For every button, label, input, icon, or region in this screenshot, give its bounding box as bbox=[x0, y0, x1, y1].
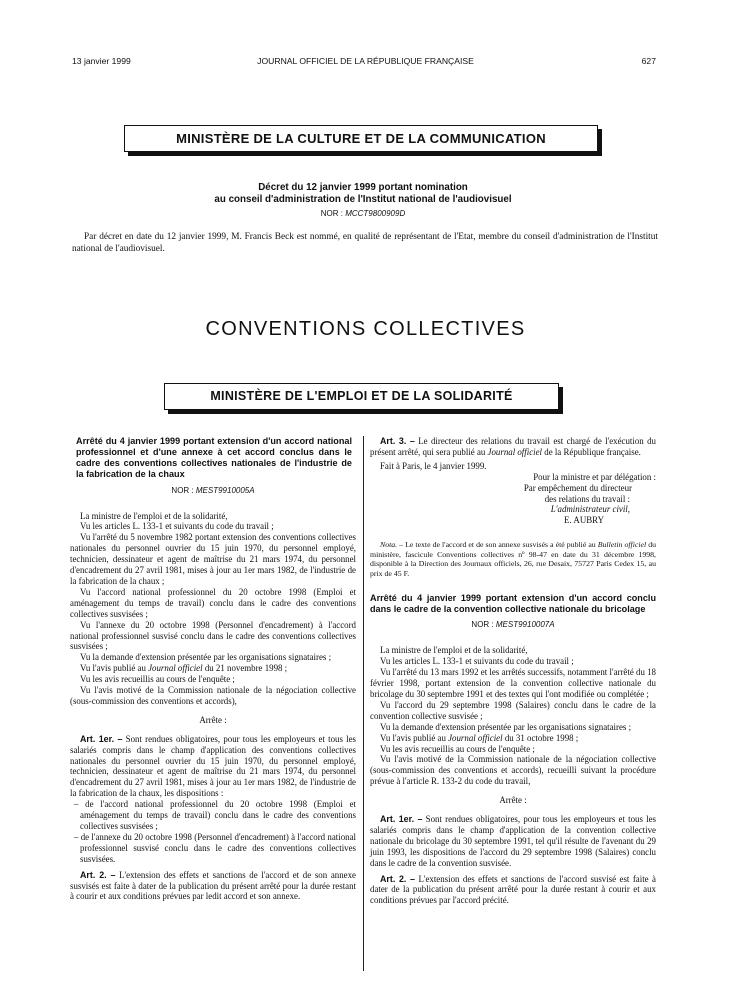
article-text: Le directeur des relations du travail est chargé de l'exécution du présent arrêté, qui sera publié au bbox=[370, 436, 656, 457]
article-label: Art. 1er. – bbox=[380, 814, 423, 825]
left-column bbox=[70, 436, 356, 902]
note-text: du ministère, fascicule Conventions collectives nº 98-47 en date du 31 décembre 1998, disponible à la Direction des Journaux officiels, 26, rue Desaix, 75727 Paris Cedex 15, au prix de 45 F. bbox=[370, 540, 656, 579]
text-run: du 21 novembre 1998 ; bbox=[202, 663, 288, 674]
journal-officiel-reference: Journal officiel bbox=[487, 446, 543, 457]
arrete-title: Arrêté du 4 janvier 1999 portant extension d'un accord national professionnel et d'une annexe à cet accord conclus dans le cadre des conventions collectives nationales de l'industrie de la fabrication de la chaux bbox=[76, 436, 352, 479]
paragraph: Vu la demande d'extension présentée par les organisations signataires ; bbox=[380, 721, 632, 732]
article-label: Art. 2. – bbox=[80, 869, 116, 880]
article-text: Sont rendues obligatoires, pour tous les employeurs et tous les salariés compris dans le champ d'application des conventions collectives nationales du personnel ouvrier du 15 juin 1970, du personnel employé, technicien, dessinateur et agent de maîtrise du 21 mars 1974, du personnel d'encadrement du 27 avril 1981, mises à jour au 1er mars 1982, de l'industrie de la fabrication de la chaux, les dispositions : bbox=[70, 733, 356, 799]
nor-prefix: NOR : bbox=[320, 209, 346, 218]
article-1 bbox=[70, 734, 356, 799]
nota-note bbox=[370, 540, 656, 578]
journal-officiel-reference: Journal officiel bbox=[148, 663, 203, 674]
article-label: Art. 1er. – bbox=[80, 733, 123, 744]
decree-title bbox=[150, 182, 576, 206]
signature-line: des relations du travail : bbox=[544, 493, 630, 504]
text-run: du 31 octobre 1998 ; bbox=[502, 732, 579, 743]
text-run: Vu l'avis publié au bbox=[80, 663, 149, 674]
decree-title-line2: au conseil d'administration de l'Institut national de l'audiovisuel bbox=[214, 194, 512, 205]
arrete-title: Arrêté du 4 janvier 1999 portant extension d'un accord conclu dans le cadre de la convention collective nationale du bricolage bbox=[370, 592, 656, 614]
journal-officiel-reference: Journal officiel bbox=[448, 732, 503, 743]
signatory-name: E. AUBRY bbox=[564, 515, 604, 526]
nor-prefix: NOR : bbox=[171, 485, 196, 495]
paragraph: Vu l'annexe du 20 octobre 1998 (Personnel d'encadrement) à l'accord national professionnel susvisé conclu dans le cadre des conventions collectives susvisées ; bbox=[70, 619, 356, 652]
nor-reference bbox=[150, 209, 576, 218]
nor-reference bbox=[370, 620, 656, 631]
paragraph: Vu l'arrêté du 13 mars 1992 et les arrêtés successifs, notamment l'arrêté du 18 février 1998, portant extension de la convention collective nationale du bricolage du 30 septembre 1991 et des textes qui l'ont modifiée ou complétée ; bbox=[370, 667, 656, 699]
column-divider bbox=[363, 436, 364, 971]
signature-line: Par empêchement du directeur bbox=[523, 482, 632, 493]
article-text: L'extension des effets et sanctions de l'accord susvisé est faite à dater de la publication du présent arrêté pour la durée restant à courir et aux conditions prévues par l'accord précité. bbox=[370, 873, 656, 906]
paragraph: Vu la demande d'extension présentée par les organisations signataires ; bbox=[80, 652, 332, 663]
signature-line: Pour la ministre et par délégation : bbox=[533, 471, 656, 482]
paragraph: Vu les articles L. 133-1 et suivants du code du travail ; bbox=[80, 521, 274, 532]
paragraph: La ministre de l'emploi et de la solidarité, bbox=[380, 645, 528, 656]
list-item: – de l'accord national professionnel du 20 octobre 1998 (Emploi et aménagement du temps de travail) conclu dans le cadre des conventions collectives susvisées ; bbox=[74, 799, 356, 831]
article-1 bbox=[370, 814, 656, 869]
article-2 bbox=[70, 870, 356, 903]
section-title: CONVENTIONS COLLECTIVES bbox=[205, 318, 526, 340]
paragraph: Vu les avis recueillis au cours de l'enquête ; bbox=[380, 743, 535, 754]
nor-code: MEST9910007A bbox=[495, 620, 555, 630]
paragraph bbox=[370, 733, 656, 744]
paragraph: Vu l'avis motivé de la Commission nationale de la négociation collective (sous-commission des conventions et accords), bbox=[70, 685, 356, 706]
article-label: Art. 3. – bbox=[380, 436, 415, 446]
note-text: Le texte de l'accord et de son annexe susvisés a été publié au bbox=[403, 540, 598, 550]
arrete-word: Arrête : bbox=[499, 795, 527, 806]
article-text: Sont rendues obligatoires, pour tous les employeurs et tous les salariés compris dans le champ d'application de la convention collective nationale du bricolage du 30 septembre 1991, tel qu'il résulte de l'avenant du 29 juin 1993, les dispositions de l'accord du 29 septembre 1998 (Salaires) conclu dans le cadre de la convention susvisée. bbox=[370, 814, 656, 868]
bulletin-officiel-reference: Bulletin officiel bbox=[597, 540, 647, 550]
nota-label: Nota. – bbox=[380, 540, 404, 550]
nor-code: MEST9910005A bbox=[195, 485, 255, 495]
nor-prefix: NOR : bbox=[471, 620, 496, 630]
article-text: L'extension des effets et sanctions de l'accord et de son annexe susvisés est faite à dater de la publication du présent arrêté pour la durée restant à courir et aux conditions prévues par ledit accord et son annexe. bbox=[70, 869, 356, 902]
paragraph: Vu les articles L. 133-1 et suivants du code du travail ; bbox=[380, 656, 574, 667]
decree-body bbox=[72, 232, 658, 255]
nor-reference bbox=[70, 486, 356, 497]
header-date: 13 janvier 1999 bbox=[72, 56, 131, 66]
article-3 bbox=[370, 436, 656, 458]
signature-date: Fait à Paris, le 4 janvier 1999. bbox=[380, 460, 487, 471]
signature-line: L'administrateur civil, bbox=[550, 504, 630, 515]
paragraph: Vu l'accord du 29 septembre 1998 (Salaires) conclu dans le cadre de la convention collective susvisée ; bbox=[370, 699, 656, 721]
paragraph bbox=[70, 663, 356, 674]
article-label: Art. 2. – bbox=[380, 873, 415, 884]
paragraph: Vu les avis recueillis au cours de l'enquête ; bbox=[80, 674, 235, 685]
ministry-emploi-heading: MINISTÈRE DE L'EMPLOI ET DE LA SOLIDARITÉ bbox=[164, 383, 559, 410]
text-run: Vu l'avis publié au bbox=[380, 732, 449, 743]
nor-code: MCCT9800909D bbox=[345, 209, 406, 218]
paragraph: Vu l'arrêté du 5 novembre 1982 portant extension des conventions collectives nationales du personnel ouvrier du 15 juin 1970, du personnel employé, technicien, dessinateur et agent de maîtrise du 21 mars 1974, du personnel d'encadrement du 27 avril 1981, mises à jour au 1er mars 1982, de l'industrie de la fabrication de la chaux ; bbox=[70, 532, 356, 586]
ministry-culture-heading: MINISTÈRE DE LA CULTURE ET DE LA COMMUNICATION bbox=[124, 125, 598, 152]
arrete-word: Arrête : bbox=[199, 714, 227, 725]
paragraph: La ministre de l'emploi et de la solidarité, bbox=[80, 510, 228, 521]
article-2 bbox=[370, 874, 656, 907]
decree-title-line1: Décret du 12 janvier 1999 portant nomination bbox=[258, 182, 468, 193]
header-page-number: 627 bbox=[641, 56, 656, 66]
paragraph: Vu l'accord national professionnel du 20 octobre 1998 (Emploi et aménagement du temps de travail) conclu dans le cadre des conventions collectives susvisées ; bbox=[70, 586, 356, 619]
decree-paragraph: Par décret en date du 12 janvier 1999, M. Francis Beck est nommé, en qualité de représentant de l'Etat, membre du conseil d'administration de l'Institut national de l'audiovisuel. bbox=[72, 232, 658, 254]
header-journal-title: JOURNAL OFFICIEL DE LA RÉPUBLIQUE FRANÇAISE bbox=[257, 56, 474, 66]
paragraph: Vu l'avis motivé de la Commission nationale de la négociation collective (sous-commission des conventions et accords), recueilli suivant la procédure prévue à l'article R. 133-2 du code du travail, bbox=[370, 754, 656, 787]
article-text: de la République française. bbox=[542, 446, 641, 457]
list-item: – de l'annexe du 20 octobre 1998 (Personnel d'encadrement) à l'accord national professionnel susvisé conclu dans le cadre des conventions collectives susvisées. bbox=[74, 831, 356, 864]
right-column bbox=[370, 436, 656, 906]
